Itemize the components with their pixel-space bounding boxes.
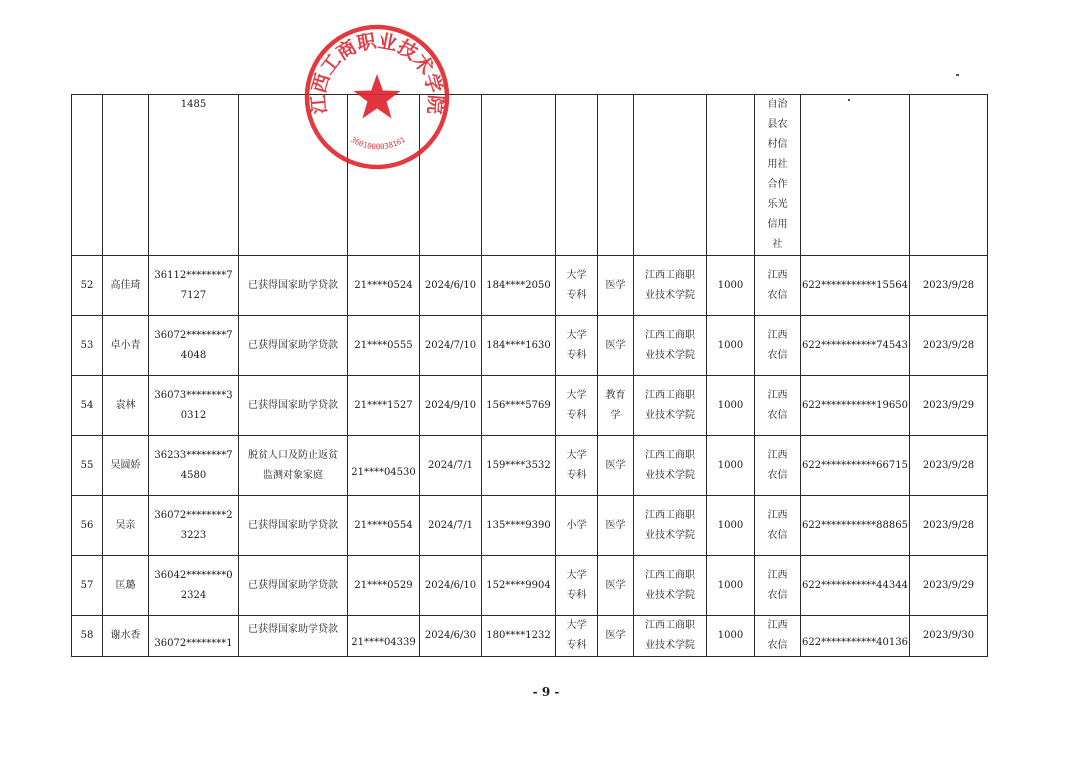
id-part: 2324 [180,589,207,601]
cell-no: 56 [72,496,103,556]
cell-education [556,616,598,657]
cell-name: 谢水香 [103,616,149,657]
cell-amount: 1000 [707,316,755,376]
edu-part: 专科 [566,349,587,361]
cell-status: 已获得国家助学贷款 [239,376,348,436]
bank-part: 农信 [767,289,788,301]
cell-education [556,95,598,256]
cell-date: 2024/7/10 [420,316,482,376]
cell-status [239,616,348,657]
cell-pay-date: 2023/9/29 [910,556,988,616]
cell-amount: 1000 [707,436,755,496]
id-part: 4580 [180,469,207,481]
cell-id [149,316,239,376]
cell-date: 2024/7/1 [420,496,482,556]
cell-pay-date: 2023/9/28 [910,256,988,316]
bank-part: 农信 [767,589,788,601]
cell-school [634,556,707,616]
table-row [72,556,988,616]
cell-school [634,496,707,556]
bank-part: 江西 [767,329,788,341]
cell-card: 622***********66715 [801,436,910,496]
cell-code [348,95,420,256]
edu-part: 专科 [566,289,587,301]
school-part: 业技术学院 [645,529,695,541]
cell-id [149,556,239,616]
bank-part: 江西 [767,569,788,581]
cell-no: 58 [72,616,103,657]
cell-code [348,436,420,496]
cell-status [239,436,348,496]
cell-pay-date: 2023/9/29 [910,376,988,436]
cell-pay-date: 2023/9/28 [910,316,988,376]
id-part: 36072********1 [154,638,233,649]
cell-name: 匡璐 [103,556,149,616]
cell-phone: 184****2050 [482,256,556,316]
id-part: 0312 [180,409,207,421]
school-part: 江西工商职 [645,569,695,581]
id-part: 36233********7 [154,449,233,461]
cell-school [634,616,707,657]
cell-bank [755,256,801,316]
cell-card [801,616,910,657]
cell-name: 吴亲 [103,496,149,556]
cell-bank [755,376,801,436]
school-part: 业技术学院 [645,640,695,651]
cell-code: 21****1527 [348,376,420,436]
edu-part: 大学 [566,569,587,581]
cell-education [556,256,598,316]
cell-major: 医学 [598,556,634,616]
bank-line: 用社 [767,159,788,170]
cell-bank [755,616,801,657]
cell-card: 622***********15564 [801,256,910,316]
edu-part: 大学 [566,329,587,341]
cell-major [598,95,634,256]
bank-part: 江西 [767,449,788,461]
cell-pay-date: 2023/9/28 [910,436,988,496]
bank-line: 合作 [767,179,788,190]
table-row [72,496,988,556]
cell-amount [707,95,755,256]
cell-school [634,436,707,496]
edu-part: 专科 [566,640,587,651]
student-aid-table [71,94,988,657]
cell-bank [755,556,801,616]
cell-id [149,95,239,256]
cell-school [634,95,707,256]
bank-part: 农信 [767,529,788,541]
cell-phone: 159****3532 [482,436,556,496]
card-text: 622***********40136 [802,637,908,648]
cell-status: 已获得国家助学贷款 [239,556,348,616]
cell-pay-date: 2023/9/30 [910,616,988,657]
edu-part: 专科 [566,409,587,421]
cell-id [149,376,239,436]
cell-school [634,376,707,436]
cell-education [556,316,598,376]
bank-part: 农信 [767,640,788,651]
cell-education [556,376,598,436]
cell-major: 医学 [598,316,634,376]
page-number: - 9 - [532,685,560,699]
code-text: 21****04530 [351,466,416,478]
cell-no: 52 [72,256,103,316]
table-row [72,436,988,496]
cell-status: 已获得国家助学贷款 [239,256,348,316]
cell-code [348,616,420,657]
table-row [72,316,988,376]
major-part: 教育 [605,389,626,401]
cell-date: 2024/7/1 [420,436,482,496]
edu-part: 大学 [566,269,587,281]
id-number: 1485 [180,99,207,110]
cell-pay-date [910,95,988,256]
edu-part: 大学 [566,620,587,631]
status-text: 已获得国家助学贷款 [248,624,338,635]
edu-part: 专科 [566,589,587,601]
status-part: 脱贫人口及防止返贫 [248,449,338,461]
edu-part: 大学 [566,389,587,401]
id-part: 36072********2 [154,509,233,521]
cell-major: 医学 [598,436,634,496]
cell-date: 2024/6/10 [420,556,482,616]
cell-card [801,95,910,256]
cell-education: 小学 [556,496,598,556]
cell-code: 21****0529 [348,556,420,616]
school-part: 江西工商职 [645,269,695,281]
school-part: 业技术学院 [645,409,695,421]
table-row [72,376,988,436]
cell-card: 622***********44344 [801,556,910,616]
cell-no: 55 [72,436,103,496]
table-row [72,256,988,316]
school-part: 江西工商职 [645,449,695,461]
cell-id [149,256,239,316]
cell-major: 医学 [598,496,634,556]
scan-mark [956,74,959,76]
school-part: 业技术学院 [645,469,695,481]
cell-amount: 1000 [707,256,755,316]
id-part: 7127 [180,289,207,301]
cell-id [149,616,239,657]
cell-card: 622***********19650 [801,376,910,436]
table-row [72,95,988,256]
cell-status: 已获得国家助学贷款 [239,496,348,556]
cell-date: 2024/6/30 [420,616,482,657]
cell-code: 21****0554 [348,496,420,556]
school-part: 业技术学院 [645,589,695,601]
cell-status [239,95,348,256]
seal-name: 江西工商职业技术学院 [307,30,447,115]
cell-status: 已获得国家助学贷款 [239,316,348,376]
school-part: 江西工商职 [645,509,695,521]
cell-school [634,316,707,376]
cell-no: 53 [72,316,103,376]
cell-amount: 1000 [707,616,755,657]
code-text: 21****04339 [351,637,416,648]
cell-amount: 1000 [707,376,755,436]
bank-part: 江西 [767,509,788,521]
cell-amount: 1000 [707,496,755,556]
bank-part: 农信 [767,409,788,421]
bank-line: 乐光 [767,199,788,210]
cell-no: 57 [72,556,103,616]
bank-part: 农信 [767,349,788,361]
cell-id [149,436,239,496]
school-part: 江西工商职 [645,389,695,401]
cell-date: 2024/9/10 [420,376,482,436]
bank-part: 江西 [767,389,788,401]
school-part: 业技术学院 [645,289,695,301]
cell-name: 袁林 [103,376,149,436]
seal-code: 3601000038161 [349,134,407,152]
id-part: 36072********7 [154,329,233,341]
cell-education [556,436,598,496]
edu-part: 专科 [566,469,587,481]
cell-name: 吴圆娇 [103,436,149,496]
cell-phone: 152****9904 [482,556,556,616]
cell-phone [482,95,556,256]
cell-name: 高佳琦 [103,256,149,316]
bank-line: 自治 [767,99,788,110]
id-part: 4048 [180,349,207,361]
cell-bank [755,496,801,556]
cell-phone: 180****1232 [482,616,556,657]
bank-line: 信用 [767,219,788,230]
cell-code: 21****0524 [348,256,420,316]
cell-date: 2024/6/10 [420,256,482,316]
cell-name [103,95,149,256]
cell-major: 医学 [598,256,634,316]
cell-bank [755,95,801,256]
cell-card: 622***********88865 [801,496,910,556]
edu-part: 大学 [566,449,587,461]
cell-id [149,496,239,556]
cell-phone: 135****9390 [482,496,556,556]
bank-part: 江西 [767,620,788,631]
cell-date [420,95,482,256]
school-part: 江西工商职 [645,620,695,631]
id-part: 36073********3 [154,389,233,401]
id-part: 36042********0 [154,569,233,581]
bank-line: 社 [772,239,783,250]
major-part: 学 [610,409,621,421]
cell-code: 21****0555 [348,316,420,376]
cell-major [598,376,634,436]
cell-bank [755,316,801,376]
school-part: 业技术学院 [645,349,695,361]
table-row [72,616,988,657]
bank-line: 县农 [767,119,788,130]
cell-no [72,95,103,256]
cell-card: 622***********74543 [801,316,910,376]
bank-line: 村信 [767,139,788,150]
school-part: 江西工商职 [645,329,695,341]
cell-phone: 156****5769 [482,376,556,436]
id-part: 3223 [180,529,207,541]
cell-phone: 184****1630 [482,316,556,376]
cell-pay-date: 2023/9/28 [910,496,988,556]
cell-school [634,256,707,316]
cell-major: 医学 [598,616,634,657]
cell-bank [755,436,801,496]
cell-amount: 1000 [707,556,755,616]
cell-name: 卓小青 [103,316,149,376]
cell-no: 54 [72,376,103,436]
status-part: 监测对象家庭 [263,469,323,481]
id-part: 36112********7 [154,269,233,281]
bank-part: 江西 [767,269,788,281]
bank-part: 农信 [767,469,788,481]
cell-education [556,556,598,616]
